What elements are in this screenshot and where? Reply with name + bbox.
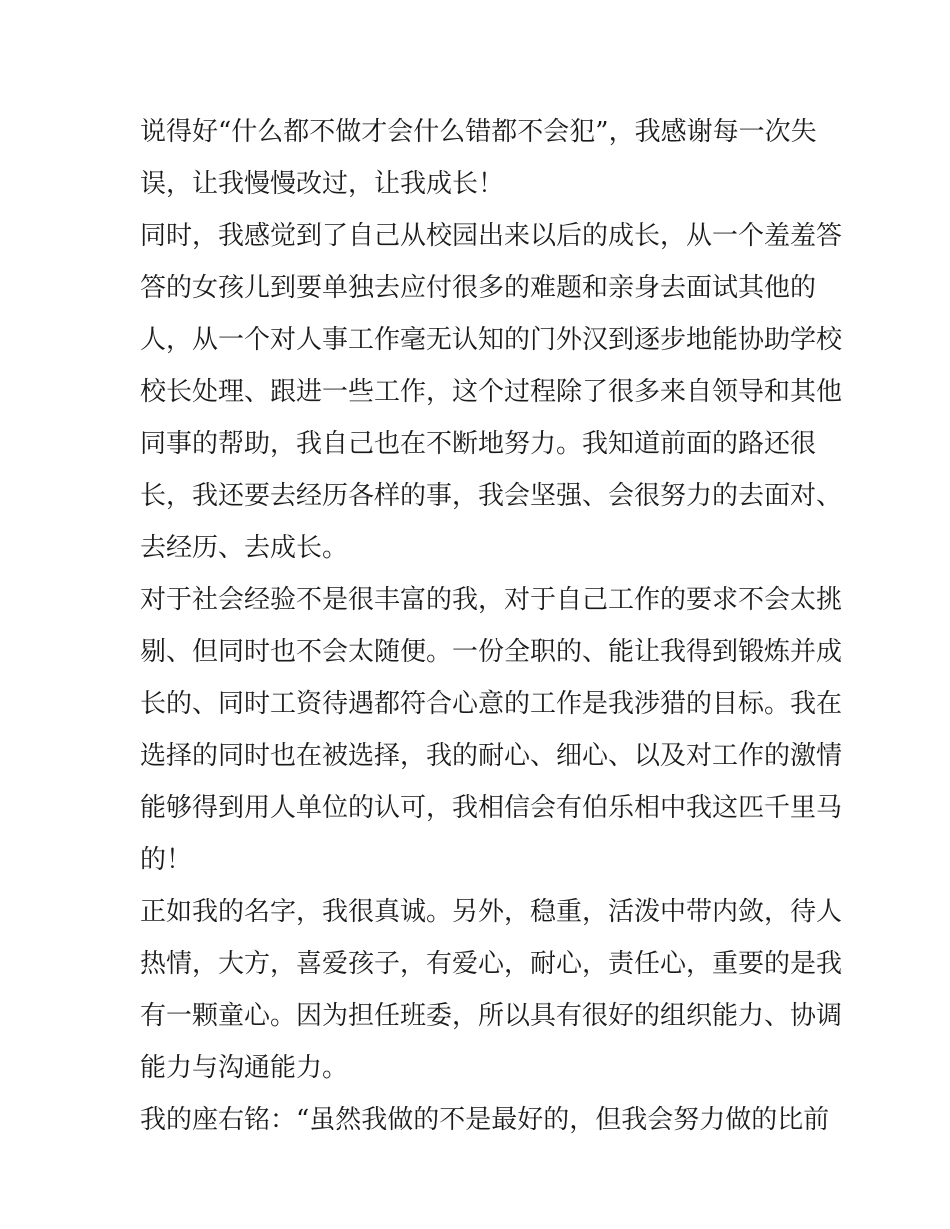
text-line: 的！ — [140, 845, 193, 875]
text-line: 热情，大方，喜爱孩子，有爱心，耐心，责任心，重要的是我 — [140, 949, 843, 979]
text-line: 有一颗童心。因为担任班委，所以具有很好的组织能力、协调 — [140, 1001, 843, 1031]
text-line: 去经历、去成长。 — [140, 533, 349, 563]
text-line: 同时，我感觉到了自己从校园出来以后的成长，从一个羞羞答 — [140, 221, 843, 251]
text-line: 对于社会经验不是很丰富的我，对于自己工作的要求不会太挑 — [140, 585, 843, 615]
text-line: 正如我的名字，我很真诚。另外，稳重，活泼中带内敛，待人 — [140, 897, 843, 927]
text-line: 剔、但同时也不会太随便。一份全职的、能让我得到锻炼并成 — [140, 637, 843, 667]
text-line: 长的、同时工资待遇都符合心意的工作是我涉猎的目标。我在 — [140, 689, 843, 719]
text-line: 能力与沟通能力。 — [140, 1053, 349, 1083]
text-line: 同事的帮助，我自己也在不断地努力。我知道前面的路还很 — [140, 429, 817, 459]
text-line: 能够得到用人单位的认可，我相信会有伯乐相中我这匹千里马 — [140, 793, 843, 823]
document-body — [140, 106, 843, 1146]
text-line: 答的女孩儿到要单独去应付很多的难题和亲身去面试其他的 — [140, 273, 817, 303]
text-line: 我的座右铭：“虽然我做的不是最好的，但我会努力做的比前 — [140, 1105, 830, 1135]
text-line: 校长处理、跟进一些工作，这个过程除了很多来自领导和其他 — [140, 377, 843, 407]
text-line: 选择的同时也在被选择，我的耐心、细心、以及对工作的激情 — [140, 741, 843, 771]
text-line: 说得好“什么都不做才会什么错都不会犯”，我感谢每一次失 — [140, 117, 817, 147]
text-line: 人，从一个对人事工作毫无认知的门外汉到逐步地能协助学校 — [140, 325, 843, 355]
text-line: 误，让我慢慢改过，让我成长！ — [140, 169, 505, 199]
text-line: 长，我还要去经历各样的事，我会坚强、会很努力的去面对、 — [140, 481, 843, 511]
